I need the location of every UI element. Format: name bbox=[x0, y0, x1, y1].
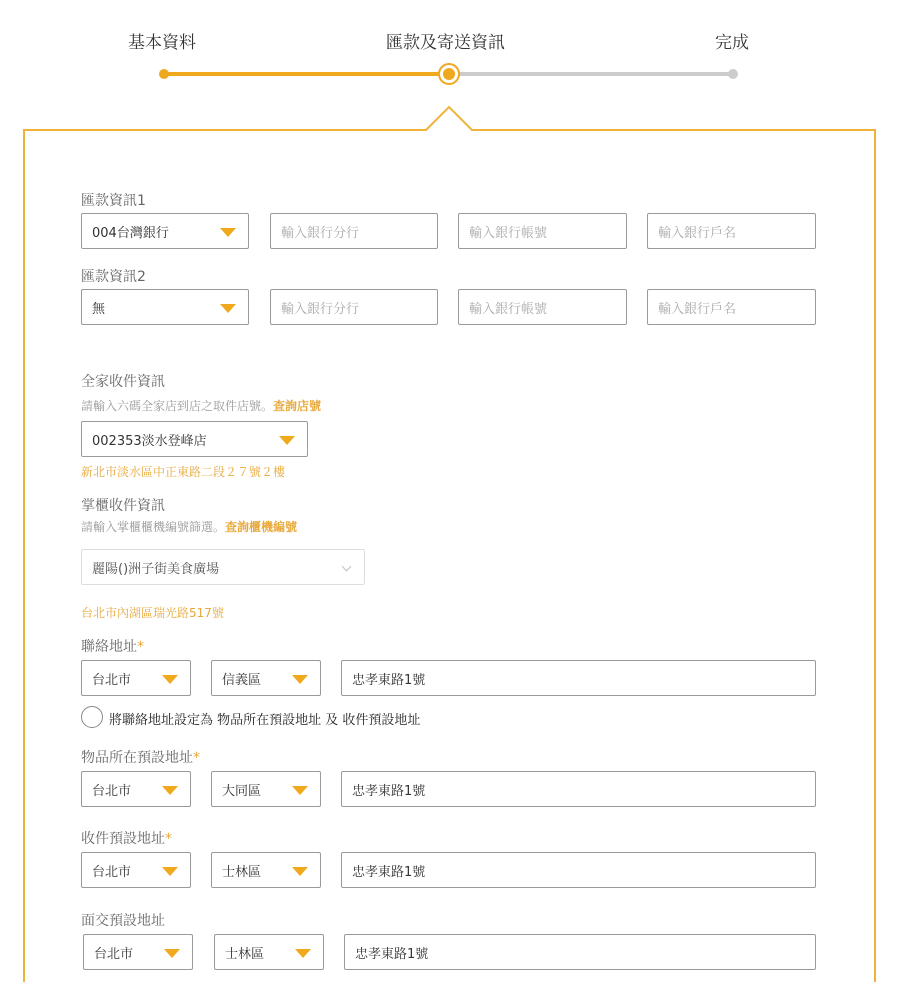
meetup-district-value: 士林區 bbox=[225, 946, 265, 962]
receive-city-value: 台北市 bbox=[92, 864, 132, 880]
familymart-store-select[interactable] bbox=[81, 421, 308, 457]
meetup-address-label: 面交預設地址 bbox=[81, 913, 165, 929]
caret-down-icon bbox=[220, 304, 236, 313]
meetup-city-select[interactable] bbox=[83, 934, 193, 970]
caret-down-icon bbox=[295, 949, 311, 958]
locker-hint bbox=[81, 518, 297, 535]
item-district-value: 大同區 bbox=[222, 783, 262, 799]
familymart-store-address: 新北市淡水區中正東路二段２７號２樓 bbox=[81, 465, 286, 479]
receive-district-value: 士林區 bbox=[222, 864, 262, 880]
caret-down-icon bbox=[279, 436, 295, 445]
item-address-label bbox=[81, 747, 200, 767]
bank2-account-input[interactable]: 輸入銀行帳號 bbox=[458, 289, 627, 325]
remittance1-label: 匯款資訊1 bbox=[81, 193, 146, 209]
bank2-branch-input[interactable]: 輸入銀行分行 bbox=[270, 289, 438, 325]
contact-city-select[interactable] bbox=[81, 660, 191, 696]
item-district-select[interactable] bbox=[211, 771, 321, 807]
remittance2-label: 匯款資訊2 bbox=[81, 269, 146, 285]
contact-address-label-text: 聯絡地址 bbox=[81, 639, 137, 655]
required-mark: * bbox=[137, 639, 144, 655]
familymart-hint-text: 請輸入六碼全家店到店之取件店號。 bbox=[81, 399, 274, 413]
contact-city-value: 台北市 bbox=[92, 672, 132, 688]
contact-street-input[interactable]: 忠孝東路1號 bbox=[341, 660, 816, 696]
caret-down-icon bbox=[162, 675, 178, 684]
receive-city-select[interactable] bbox=[81, 852, 191, 888]
contact-district-select[interactable] bbox=[211, 660, 321, 696]
copy-address-radio[interactable] bbox=[81, 706, 103, 728]
caret-down-icon bbox=[164, 949, 180, 958]
caret-down-icon bbox=[292, 786, 308, 795]
meetup-street-input[interactable]: 忠孝東路1號 bbox=[344, 934, 816, 970]
familymart-label: 全家收件資訊 bbox=[81, 374, 165, 390]
receive-address-label bbox=[81, 828, 172, 848]
locker-select[interactable] bbox=[81, 549, 365, 585]
caret-down-icon bbox=[162, 786, 178, 795]
locker-address: 台北市內湖區瑞光路517號 bbox=[81, 606, 224, 620]
bank1-select[interactable] bbox=[81, 213, 249, 249]
bank1-account-input[interactable]: 輸入銀行帳號 bbox=[458, 213, 627, 249]
bank2-name-input[interactable]: 輸入銀行戶名 bbox=[647, 289, 816, 325]
bank1-branch-input[interactable]: 輸入銀行分行 bbox=[270, 213, 438, 249]
familymart-hint bbox=[81, 397, 321, 414]
progress-track-completed bbox=[164, 72, 449, 76]
bank1-value: 004台灣銀行 bbox=[92, 225, 169, 241]
receive-district-select[interactable] bbox=[211, 852, 321, 888]
step-basic-info: 基本資料 bbox=[128, 33, 196, 53]
step-dot-current bbox=[438, 63, 460, 85]
locker-lookup-link[interactable]: 查詢櫃機編號 bbox=[225, 520, 298, 534]
familymart-store-value: 002353淡水登峰店 bbox=[92, 433, 207, 449]
contact-address-label bbox=[81, 636, 144, 656]
meetup-city-value: 台北市 bbox=[94, 946, 134, 962]
caret-down-icon bbox=[292, 675, 308, 684]
locker-hint-text: 請輸入掌櫃櫃機編號篩選。 bbox=[81, 520, 226, 534]
item-street-input[interactable]: 忠孝東路1號 bbox=[341, 771, 816, 807]
item-city-value: 台北市 bbox=[92, 783, 132, 799]
step-dot-pending bbox=[728, 69, 738, 79]
required-mark: * bbox=[165, 831, 172, 847]
meetup-district-select[interactable] bbox=[214, 934, 324, 970]
item-address-label-text: 物品所在預設地址 bbox=[81, 750, 193, 766]
item-city-select[interactable] bbox=[81, 771, 191, 807]
copy-address-label[interactable]: 將聯絡地址設定為 物品所在預設地址 及 收件預設地址 bbox=[109, 713, 421, 728]
caret-down-icon bbox=[292, 867, 308, 876]
locker-label: 掌櫃收件資訊 bbox=[81, 498, 165, 514]
step-complete: 完成 bbox=[715, 33, 749, 53]
receive-street-input[interactable]: 忠孝東路1號 bbox=[341, 852, 816, 888]
familymart-lookup-link[interactable]: 查詢店號 bbox=[273, 399, 322, 413]
bank2-value: 無 bbox=[92, 301, 106, 317]
step-dot-done bbox=[159, 69, 169, 79]
step-remittance-shipping: 匯款及寄送資訊 bbox=[386, 33, 505, 53]
receive-address-label-text: 收件預設地址 bbox=[81, 831, 165, 847]
locker-value: 麗陽()洲子街美食廣場 bbox=[92, 561, 220, 577]
caret-down-icon bbox=[162, 867, 178, 876]
progress-track-remaining bbox=[449, 72, 734, 76]
required-mark: * bbox=[193, 750, 200, 766]
bank1-name-input[interactable]: 輸入銀行戶名 bbox=[647, 213, 816, 249]
bank2-select[interactable] bbox=[81, 289, 249, 325]
caret-down-icon bbox=[220, 228, 236, 237]
chevron-down-icon bbox=[342, 562, 352, 572]
contact-district-value: 信義區 bbox=[222, 672, 262, 688]
